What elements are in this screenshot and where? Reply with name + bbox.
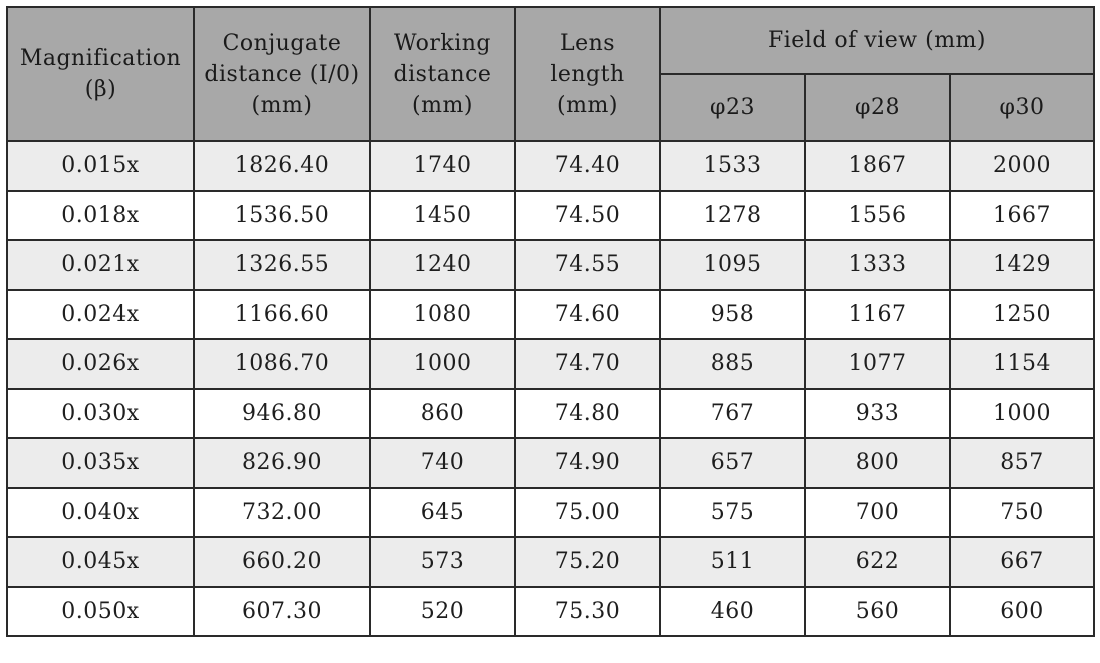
cell-fov-phi23: 885 [660,339,805,389]
header-working-distance: Working distance (mm) [370,7,515,141]
table-row [7,191,1094,241]
cell-lens-length: 74.70 [515,339,660,389]
cell-lens-length: 74.60 [515,290,660,340]
header-conjugate-distance: Conjugate distance (I/0) (mm) [194,7,370,141]
cell-working-distance: 520 [370,587,515,637]
cell-fov-phi23: 767 [660,389,805,439]
cell-fov-phi28: 1077 [805,339,950,389]
cell-working-distance: 1450 [370,191,515,241]
cell-working-distance: 740 [370,438,515,488]
table-row [7,438,1094,488]
cell-conjugate-distance: 1536.50 [194,191,370,241]
cell-fov-phi23: 958 [660,290,805,340]
cell-magnification: 0.015x [7,141,194,191]
cell-working-distance: 573 [370,537,515,587]
cell-working-distance: 645 [370,488,515,538]
cell-fov-phi30: 750 [950,488,1094,538]
cell-fov-phi23: 511 [660,537,805,587]
cell-conjugate-distance: 607.30 [194,587,370,637]
cell-conjugate-distance: 732.00 [194,488,370,538]
table-row [7,587,1094,637]
table-row [7,389,1094,439]
cell-fov-phi30: 857 [950,438,1094,488]
cell-magnification: 0.021x [7,240,194,290]
cell-fov-phi30: 1250 [950,290,1094,340]
cell-working-distance: 1080 [370,290,515,340]
cell-fov-phi28: 933 [805,389,950,439]
cell-fov-phi30: 600 [950,587,1094,637]
table-row [7,339,1094,389]
cell-conjugate-distance: 1826.40 [194,141,370,191]
cell-fov-phi30: 1154 [950,339,1094,389]
cell-conjugate-distance: 660.20 [194,537,370,587]
cell-magnification: 0.045x [7,537,194,587]
cell-working-distance: 860 [370,389,515,439]
cell-working-distance: 1240 [370,240,515,290]
cell-fov-phi28: 622 [805,537,950,587]
cell-fov-phi28: 800 [805,438,950,488]
cell-magnification: 0.035x [7,438,194,488]
cell-fov-phi28: 1556 [805,191,950,241]
cell-lens-length: 74.80 [515,389,660,439]
cell-magnification: 0.040x [7,488,194,538]
table-row [7,290,1094,340]
header-field-of-view: Field of view (mm) [660,7,1094,74]
header-fov-phi28: φ28 [805,74,950,141]
cell-conjugate-distance: 826.90 [194,438,370,488]
cell-fov-phi23: 1278 [660,191,805,241]
header-magnification: Magnification (β) [7,7,194,141]
cell-fov-phi30: 667 [950,537,1094,587]
table-row [7,537,1094,587]
table-row [7,240,1094,290]
cell-lens-length: 74.40 [515,141,660,191]
cell-fov-phi28: 700 [805,488,950,538]
cell-fov-phi23: 1095 [660,240,805,290]
cell-fov-phi28: 1333 [805,240,950,290]
cell-fov-phi23: 1533 [660,141,805,191]
cell-fov-phi30: 1429 [950,240,1094,290]
cell-lens-length: 74.55 [515,240,660,290]
cell-lens-length: 75.00 [515,488,660,538]
cell-working-distance: 1740 [370,141,515,191]
table-header [7,7,1094,141]
cell-fov-phi28: 560 [805,587,950,637]
table-row [7,488,1094,538]
cell-conjugate-distance: 946.80 [194,389,370,439]
cell-working-distance: 1000 [370,339,515,389]
header-fov-phi23: φ23 [660,74,805,141]
cell-fov-phi30: 2000 [950,141,1094,191]
cell-fov-phi30: 1000 [950,389,1094,439]
cell-conjugate-distance: 1166.60 [194,290,370,340]
cell-fov-phi23: 460 [660,587,805,637]
cell-conjugate-distance: 1326.55 [194,240,370,290]
table-body [7,141,1094,636]
cell-lens-length: 75.30 [515,587,660,637]
header-lens-length: Lens length (mm) [515,7,660,141]
cell-magnification: 0.024x [7,290,194,340]
lens-spec-table [6,6,1095,637]
cell-fov-phi23: 575 [660,488,805,538]
header-fov-phi30: φ30 [950,74,1094,141]
cell-lens-length: 74.90 [515,438,660,488]
cell-magnification: 0.030x [7,389,194,439]
cell-lens-length: 74.50 [515,191,660,241]
cell-fov-phi30: 1667 [950,191,1094,241]
cell-conjugate-distance: 1086.70 [194,339,370,389]
cell-fov-phi28: 1867 [805,141,950,191]
cell-fov-phi28: 1167 [805,290,950,340]
cell-magnification: 0.050x [7,587,194,637]
cell-magnification: 0.026x [7,339,194,389]
cell-magnification: 0.018x [7,191,194,241]
cell-fov-phi23: 657 [660,438,805,488]
table-row [7,141,1094,191]
cell-lens-length: 75.20 [515,537,660,587]
